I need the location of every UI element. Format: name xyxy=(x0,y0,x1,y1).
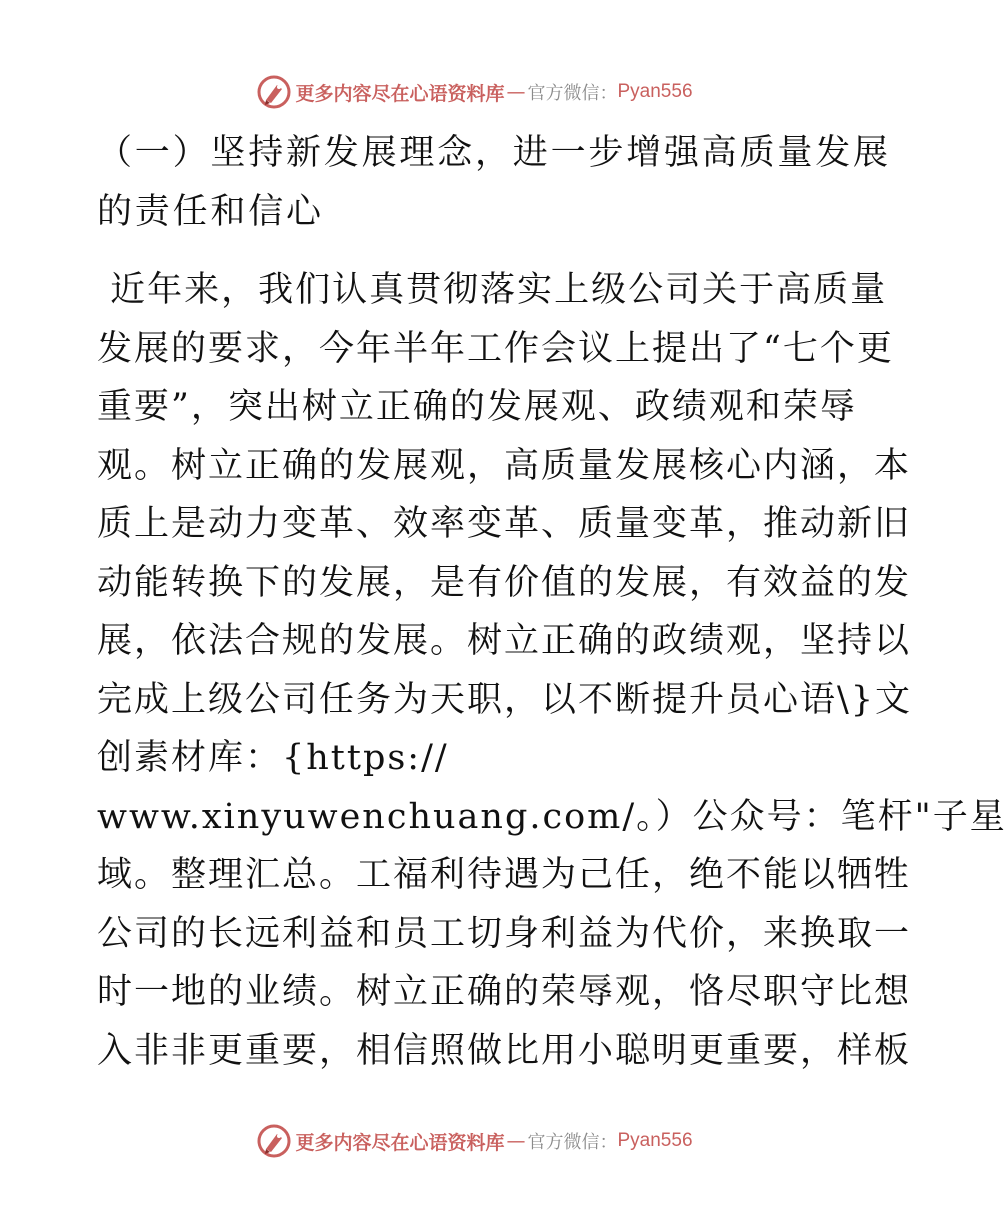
paragraph-line: 公司的长远利益和员工切身利益为代价，来换取一 xyxy=(97,913,912,954)
banner-label: 官方微信： xyxy=(527,1132,618,1153)
banner-dash: — xyxy=(506,1130,526,1152)
paragraph-line: 观。树立正确的发展观，高质量发展核心内涵，本 xyxy=(97,445,912,486)
paragraph-line: 展，依法合规的发展。树立正确的政绩观，坚持以 xyxy=(97,621,912,661)
paragraph-line: www.xinyuwenchuang.com/。）公众号：笔杆"子星 xyxy=(97,796,1007,837)
paragraph-line: 动能转换下的发展，是有价值的发展，有效益的发 xyxy=(97,562,912,603)
document-body xyxy=(97,124,1007,1080)
body-paragraph xyxy=(97,261,1007,1080)
paragraph-line: 近年来，我们认真贯彻落实上级公司关于高质量 xyxy=(97,270,888,310)
heading-line: （一）坚持新发展理念，进一步增强高质量发展 xyxy=(97,133,891,173)
header-watermark-banner xyxy=(0,72,950,112)
paragraph-line: 入非非更重要，相信照做比用小聪明更重要，样板 xyxy=(97,1030,912,1071)
paragraph-line: 重要”，突出树立正确的发展观、政绩观和荣辱 xyxy=(97,387,857,427)
footer-watermark-banner xyxy=(0,1121,950,1161)
banner-brand-text: 更多内容尽在心语资料库 xyxy=(295,82,505,105)
paragraph-line: 时一地的业绩。树立正确的荣辱观，恪尽职守比想 xyxy=(97,972,912,1012)
pen-logo-icon xyxy=(257,75,291,109)
banner-brand-text: 更多内容尽在心语资料库 xyxy=(295,1131,505,1154)
heading-line: 的责任和信心 xyxy=(97,191,324,232)
paragraph-line: 完成上级公司任务为天职，以不断提升员心语\}文 xyxy=(97,679,913,720)
paragraph-line: 域。整理汇总。工福利待遇为己任，绝不能以牺牲 xyxy=(97,855,912,895)
banner-wechat-id: Pyan556 xyxy=(617,81,693,102)
banner-wechat-id: Pyan556 xyxy=(617,1130,693,1151)
banner-dash: — xyxy=(506,81,526,103)
section-heading xyxy=(97,124,891,241)
banner-label: 官方微信： xyxy=(527,83,618,104)
paragraph-line: 质上是动力变革、效率变革、质量变革，推动新旧 xyxy=(97,504,912,544)
pen-logo-icon xyxy=(257,1124,291,1158)
paragraph-line: 发展的要求，今年半年工作会议上提出了“七个更 xyxy=(97,328,894,369)
paragraph-line: 创素材库：{https:// xyxy=(97,738,449,778)
